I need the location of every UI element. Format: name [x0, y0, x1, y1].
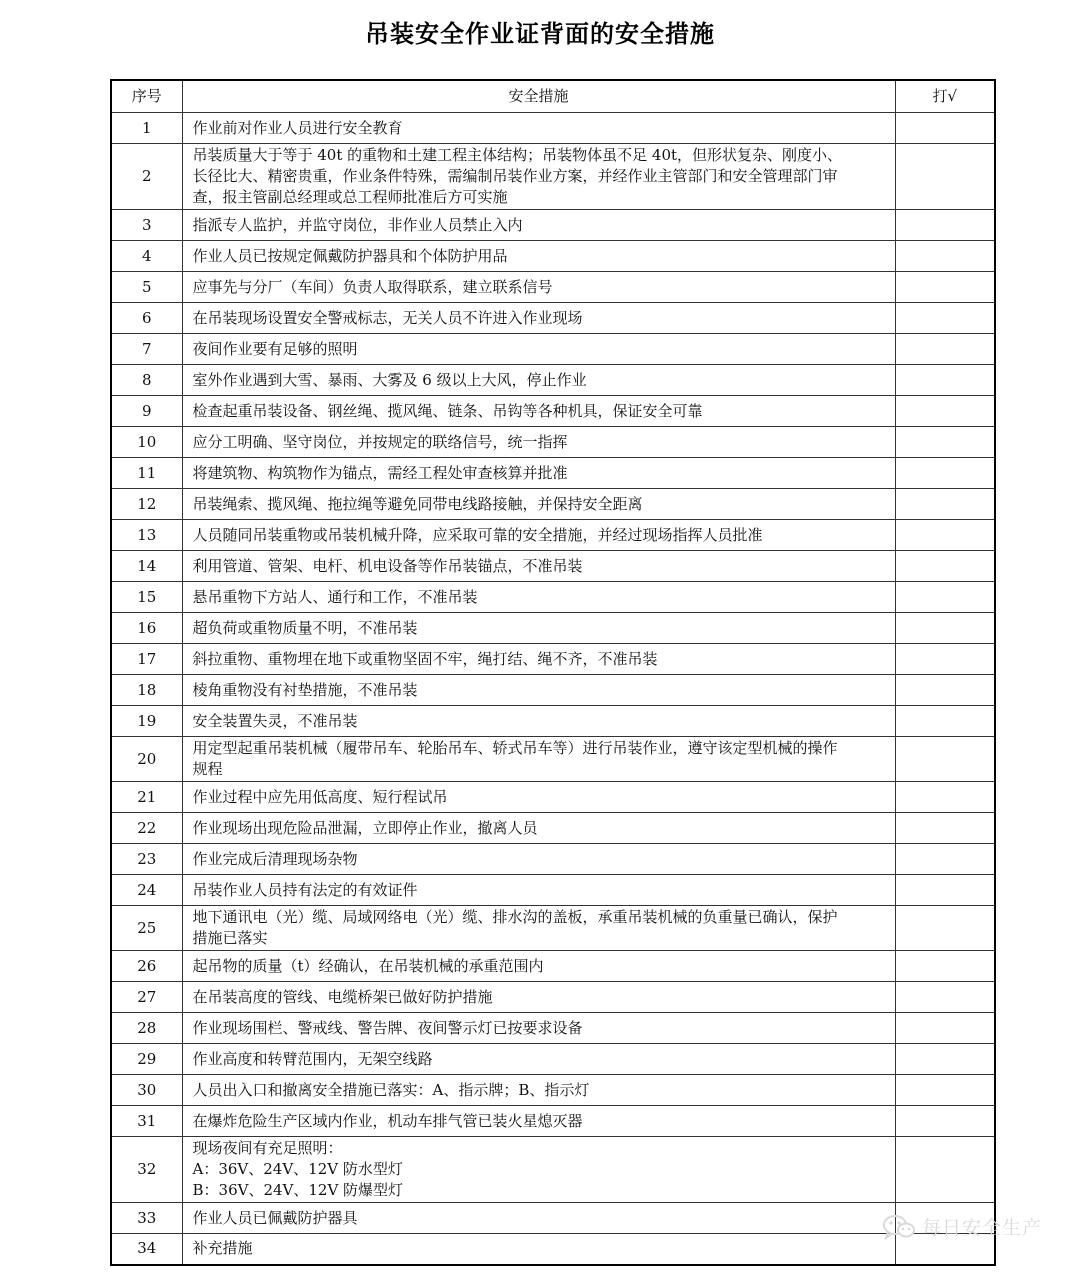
measure-line: 斜拉重物、重物埋在地下或重物坚固不牢，绳打结、绳不齐，不准吊装 [192, 649, 658, 668]
row-measure [182, 951, 895, 982]
table-row [111, 1137, 995, 1203]
measure-line: 规程 [192, 760, 223, 778]
measure-line: 棱角重物没有衬垫措施，不准吊装 [192, 680, 418, 699]
table-row [111, 144, 995, 210]
measure-line: 检查起重吊装设备、钢丝绳、揽风绳、链条、吊钩等各种机具，保证安全可靠 [192, 401, 703, 420]
row-measure [182, 365, 895, 396]
measure-line: 吊装质量大于等于 40t 的重物和土建工程主体结构；吊装物体虽不足 40t，但形状复杂、刚度小、 [192, 146, 843, 164]
row-seq: 14 [111, 551, 182, 582]
header-measure: 安全措施 [182, 80, 895, 113]
table-row [111, 675, 995, 706]
row-seq: 17 [111, 644, 182, 675]
table-row [111, 875, 995, 906]
table-row [111, 906, 995, 951]
row-measure [182, 458, 895, 489]
header-check: 打√ [895, 80, 995, 113]
row-measure [182, 906, 895, 951]
row-measure [182, 675, 895, 706]
row-measure [182, 613, 895, 644]
row-check-cell[interactable] [895, 644, 995, 675]
row-check-cell[interactable] [895, 1044, 995, 1075]
measure-line: 应事先与分厂（车间）负责人取得联系，建立联系信号 [192, 277, 553, 296]
row-measure [182, 782, 895, 813]
row-check-cell[interactable] [895, 489, 995, 520]
row-check-cell[interactable] [895, 1106, 995, 1137]
table-row [111, 844, 995, 875]
row-measure [182, 144, 895, 210]
measure-line: 室外作业遇到大雪、暴雨、大雾及 6 级以上大风，停止作业 [192, 370, 587, 389]
row-seq: 22 [111, 813, 182, 844]
row-seq: 13 [111, 520, 182, 551]
table-row [111, 365, 995, 396]
measure-line: 夜间作业要有足够的照明 [192, 339, 358, 358]
row-measure [182, 113, 895, 144]
table-row [111, 813, 995, 844]
row-check-cell[interactable] [895, 906, 995, 951]
measure-line: 人员随同吊装重物或吊装机械升降，应采取可靠的安全措施，并经过现场指挥人员批准 [192, 525, 763, 544]
row-seq: 28 [111, 1013, 182, 1044]
measure-line: 措施已落实 [192, 929, 268, 947]
row-seq: 31 [111, 1106, 182, 1137]
row-seq: 9 [111, 396, 182, 427]
row-measure [182, 334, 895, 365]
row-measure [182, 303, 895, 334]
row-measure [182, 1075, 895, 1106]
safety-measures-table [110, 79, 996, 1266]
table-row [111, 782, 995, 813]
row-seq: 29 [111, 1044, 182, 1075]
row-measure [182, 582, 895, 613]
row-seq: 18 [111, 675, 182, 706]
row-measure [182, 210, 895, 241]
measure-line: B：36V、24V、12V 防爆型灯 [192, 1181, 404, 1199]
row-seq: 5 [111, 272, 182, 303]
row-check-cell[interactable] [895, 1137, 995, 1203]
row-check-cell[interactable] [895, 210, 995, 241]
row-seq: 24 [111, 875, 182, 906]
measure-line: 在吊装高度的管线、电缆桥架已做好防护措施 [192, 987, 493, 1006]
table-row [111, 241, 995, 272]
row-seq: 19 [111, 706, 182, 737]
measure-line: 查，报主管副总经理或总工程师批准后方可实施 [192, 188, 508, 206]
row-measure [182, 396, 895, 427]
measure-line: 作业完成后清理现场杂物 [192, 849, 358, 868]
document-title: 吊装安全作业证背面的安全措施 [365, 20, 715, 48]
row-check-cell[interactable] [895, 113, 995, 144]
table-row [111, 737, 995, 782]
row-check-cell[interactable] [895, 813, 995, 844]
row-measure [182, 1137, 895, 1203]
table-row [111, 1044, 995, 1075]
measure-line: 将建筑物、构筑物作为锚点，需经工程处审查核算并批准 [192, 463, 568, 482]
watermark-text: 每日安全生产 [921, 1217, 1042, 1239]
row-measure [182, 875, 895, 906]
watermark [882, 1213, 1042, 1240]
measure-line: 作业人员已按规定佩戴防护器具和个体防护用品 [192, 246, 508, 265]
table-row [111, 1075, 995, 1106]
measure-line: 利用管道、管架、电杆、机电设备等作吊装锚点，不准吊装 [192, 556, 583, 575]
table-row [111, 427, 995, 458]
row-measure [182, 520, 895, 551]
measure-line: 补充措施 [192, 1239, 253, 1258]
row-check-cell[interactable] [895, 241, 995, 272]
row-seq: 2 [111, 144, 182, 210]
row-measure [182, 1106, 895, 1137]
row-seq: 15 [111, 582, 182, 613]
row-check-cell[interactable] [895, 520, 995, 551]
row-check-cell[interactable] [895, 951, 995, 982]
row-measure [182, 272, 895, 303]
row-seq: 21 [111, 782, 182, 813]
row-measure [182, 489, 895, 520]
table-row [111, 334, 995, 365]
row-check-cell[interactable] [895, 706, 995, 737]
row-seq: 8 [111, 365, 182, 396]
measure-line: 长径比大、精密贵重，作业条件特殊，需编制吊装作业方案，并经作业主管部门和安全管理部门审 [192, 167, 838, 185]
table-row [111, 113, 995, 144]
row-seq: 23 [111, 844, 182, 875]
measure-line: 起吊物的质量（t）经确认，在吊装机械的承重范围内 [192, 956, 544, 975]
row-seq: 6 [111, 303, 182, 334]
row-seq: 26 [111, 951, 182, 982]
row-seq: 27 [111, 982, 182, 1013]
row-seq: 33 [111, 1203, 182, 1234]
row-measure [182, 241, 895, 272]
row-seq: 16 [111, 613, 182, 644]
measure-line: 用定型起重吊装机械（履带吊车、轮胎吊车、轿式吊车等）进行吊装作业，遵守该定型机械的操作 [192, 739, 838, 757]
table-row [111, 458, 995, 489]
row-measure [182, 551, 895, 582]
row-check-cell[interactable] [895, 144, 995, 210]
row-check-cell[interactable] [895, 613, 995, 644]
measure-line: 吊装绳索、揽风绳、拖拉绳等避免同带电线路接触，并保持安全距离 [192, 494, 643, 513]
table-row [111, 272, 995, 303]
row-check-cell[interactable] [895, 982, 995, 1013]
row-check-cell[interactable] [895, 458, 995, 489]
wechat-icon [882, 1214, 916, 1240]
table-row [111, 551, 995, 582]
row-check-cell[interactable] [895, 427, 995, 458]
row-seq: 34 [111, 1234, 182, 1265]
row-measure [182, 644, 895, 675]
measure-line: 超负荷或重物质量不明，不准吊装 [192, 618, 418, 637]
row-seq: 1 [111, 113, 182, 144]
table-row [111, 210, 995, 241]
row-seq: 12 [111, 489, 182, 520]
table-row [111, 951, 995, 982]
measure-line: 应分工明确、坚守岗位，并按规定的联络信号，统一指挥 [192, 432, 568, 451]
row-seq: 4 [111, 241, 182, 272]
row-check-cell[interactable] [895, 675, 995, 706]
measure-line: 吊装作业人员持有法定的有效证件 [192, 880, 418, 899]
measure-line: 作业现场围栏、警戒线、警告牌、夜间警示灯已按要求设备 [192, 1018, 583, 1037]
table-row [111, 1106, 995, 1137]
row-measure [182, 1234, 895, 1265]
row-measure [182, 737, 895, 782]
table-row [111, 706, 995, 737]
row-seq: 25 [111, 906, 182, 951]
row-measure [182, 1044, 895, 1075]
row-seq: 20 [111, 737, 182, 782]
table-row [111, 644, 995, 675]
table-header-row [111, 80, 995, 113]
row-check-cell[interactable] [895, 365, 995, 396]
table-row [111, 1013, 995, 1044]
row-seq: 3 [111, 210, 182, 241]
row-check-cell[interactable] [895, 551, 995, 582]
measure-line: 悬吊重物下方站人、通行和工作，不准吊装 [192, 587, 478, 606]
table-row [111, 303, 995, 334]
row-seq: 30 [111, 1075, 182, 1106]
row-measure [182, 982, 895, 1013]
row-check-cell[interactable] [895, 875, 995, 906]
row-measure [182, 844, 895, 875]
table-row [111, 396, 995, 427]
row-seq: 7 [111, 334, 182, 365]
table-row [111, 982, 995, 1013]
measure-line: 人员出入口和撤离安全措施已落实：A、指示牌；B、指示灯 [192, 1080, 590, 1099]
table-row [111, 1203, 995, 1234]
table-row [111, 1234, 995, 1265]
row-check-cell[interactable] [895, 582, 995, 613]
row-check-cell[interactable] [895, 737, 995, 782]
row-measure [182, 1013, 895, 1044]
row-check-cell[interactable] [895, 334, 995, 365]
measure-line: 作业高度和转臂范围内，无架空线路 [192, 1049, 433, 1068]
table-body [111, 113, 995, 1265]
measure-line: 现场夜间有充足照明： [192, 1139, 343, 1157]
row-check-cell[interactable] [895, 396, 995, 427]
table-row [111, 582, 995, 613]
row-measure [182, 706, 895, 737]
table-row [111, 613, 995, 644]
measure-line: 作业现场出现危险品泄漏，立即停止作业，撤离人员 [192, 818, 538, 837]
row-seq: 32 [111, 1137, 182, 1203]
table-row [111, 489, 995, 520]
measure-line: 作业前对作业人员进行安全教育 [192, 118, 403, 137]
row-seq: 11 [111, 458, 182, 489]
measure-line: 在吊装现场设置安全警戒标志，无关人员不许进入作业现场 [192, 308, 583, 327]
table-row [111, 520, 995, 551]
row-check-cell[interactable] [895, 1075, 995, 1106]
row-check-cell[interactable] [895, 844, 995, 875]
measure-line: 作业过程中应先用低高度、短行程试吊 [192, 787, 448, 806]
measure-line: 在爆炸危险生产区域内作业，机动车排气管已装火星熄灭器 [192, 1111, 583, 1130]
row-check-cell[interactable] [895, 272, 995, 303]
measure-line: 安全装置失灵，不准吊装 [192, 711, 358, 730]
row-measure [182, 1203, 895, 1234]
row-measure [182, 813, 895, 844]
row-measure [182, 427, 895, 458]
row-seq: 10 [111, 427, 182, 458]
header-seq: 序号 [111, 80, 182, 113]
measure-line: 指派专人监护，并监守岗位，非作业人员禁止入内 [192, 215, 523, 234]
measure-line: A：36V、24V、12V 防水型灯 [192, 1160, 403, 1178]
row-check-cell[interactable] [895, 303, 995, 334]
measure-line: 地下通讯电（光）缆、局域网络电（光）缆、排水沟的盖板，承重吊装机械的负重量已确认，保护 [192, 908, 838, 926]
row-check-cell[interactable] [895, 1013, 995, 1044]
row-check-cell[interactable] [895, 782, 995, 813]
measure-line: 作业人员已佩戴防护器具 [192, 1208, 358, 1227]
